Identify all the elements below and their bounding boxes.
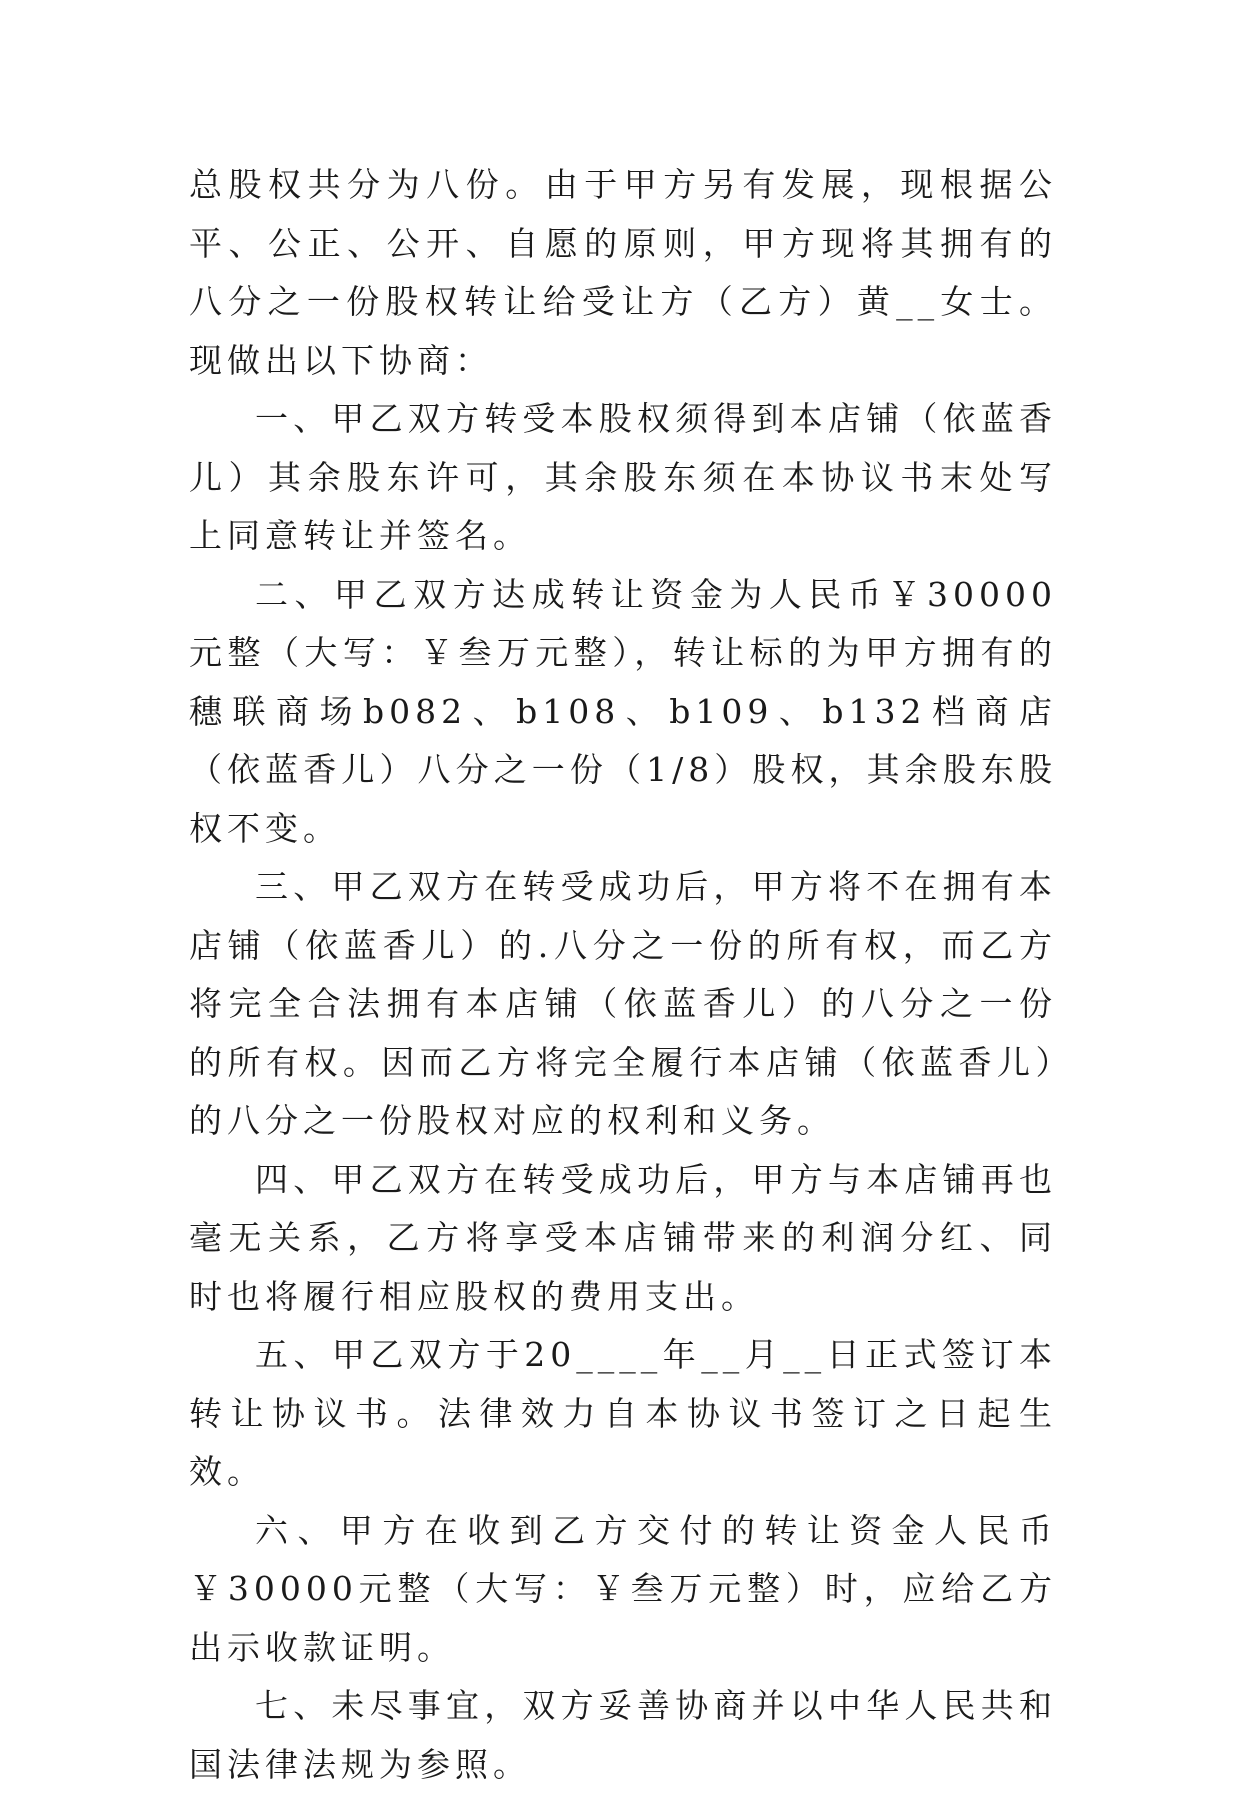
clause-4-paragraph: 四、甲乙双方在转受成功后，甲方与本店铺再也毫无关系，乙方将享受本店铺带来的利润分红、同时也将履行相应股权的费用支出。: [189, 1159, 1057, 1316]
clause-5-paragraph: 五、甲乙双方于20____年__月__日正式签订本转让协议书。法律效力自本协议书签订之日起生效。: [189, 1335, 1057, 1491]
clause-1-paragraph: 一、甲乙双方转受本股权须得到本店铺（依蓝香儿）其余股东许可，其余股东须在本协议书末处写上同意转让并签名。: [189, 399, 1057, 555]
clause-2-paragraph: 二、甲乙双方达成转让资金为人民币￥30000元整（大写：￥叁万元整），转让标的为甲方拥有的穗联商场b082、b108、b109、b132档商店（依蓝香儿）八分之一份（1/8）股权，其余股东股权不变。: [189, 574, 1057, 848]
clause-3-paragraph: 三、甲乙双方在转受成功后，甲方将不在拥有本店铺（依蓝香儿）的.八分之一份的所有权，而乙方将完全合法拥有本店铺（依蓝香儿）的八分之一份的所有权。因而乙方将完全履行本店铺（依蓝香儿）的八分之一份股权对应的权利和义务。: [189, 867, 1057, 1140]
document-body: [189, 156, 1057, 1794]
clause-6-paragraph: 六、甲方在收到乙方交付的转让资金人民币￥30000元整（大写：￥叁万元整）时，应给乙方出示收款证明。: [189, 1510, 1057, 1667]
clause-7-paragraph: 七、未尽事宜，双方妥善协商并以中华人民共和国法律法规为参照。: [189, 1686, 1057, 1784]
intro-paragraph: 总股权共分为八份。由于甲方另有发展，现根据公平、公正、公开、自愿的原则，甲方现将其拥有的八分之一份股权转让给受让方（乙方）黄__女士。现做出以下协商：: [189, 165, 1057, 380]
